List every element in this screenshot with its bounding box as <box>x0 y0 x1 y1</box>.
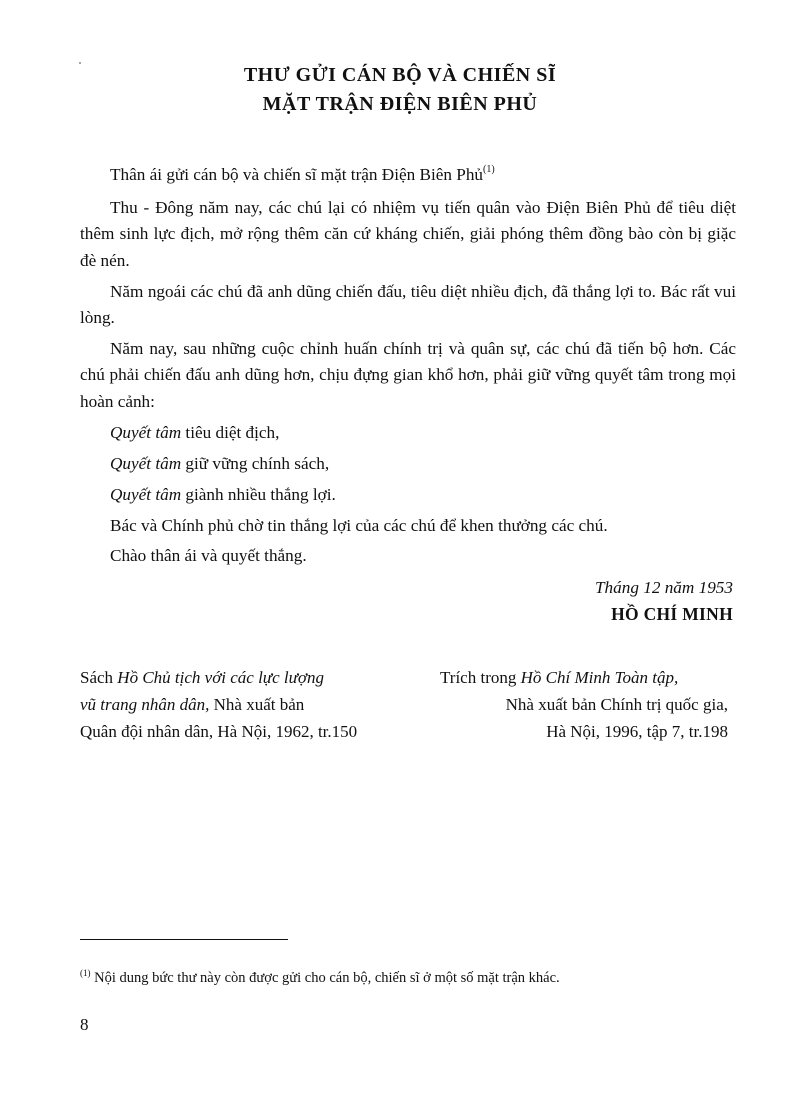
salutation <box>80 162 736 188</box>
footnote-reference: (1) <box>483 164 495 175</box>
resolve-emphasis: Quyết tâm <box>110 422 182 442</box>
resolve-line-3 <box>80 482 736 508</box>
source-citation-left <box>80 664 440 745</box>
letter-title-line-1: THƯ GỬI CÁN BỘ VÀ CHIẾN SĨ <box>243 64 557 86</box>
paragraph-1: Thu - Đông năm nay, các chú lại có nhiệm vụ tiến quân vào Điện Biên Phủ để tiêu diệt thêm sinh lực địch, mở rộng thêm căn cứ kháng chiến, giải phóng thêm đồng bào còn bị giặc đè nén. <box>80 198 736 270</box>
footnote <box>80 970 560 987</box>
footnote-mark: (1) <box>80 968 91 978</box>
source-left-line-2 <box>80 691 440 718</box>
letter-title-line-2: MẶT TRẬN ĐIỆN BIÊN PHỦ <box>262 93 538 115</box>
source-left-publisher: Nhà xuất bản <box>209 695 305 714</box>
paragraph-4: Bác và Chính phủ chờ tin thắng lợi của các chú để khen thưởng các chú. <box>110 516 608 536</box>
signature-name: HỒ CHÍ MINH <box>611 604 733 624</box>
resolve-emphasis: Quyết tâm <box>110 454 182 474</box>
source-citation-right <box>408 664 728 745</box>
source-left-book-title-cont: vũ trang nhân dân, <box>80 695 210 714</box>
resolve-emphasis: Quyết tâm <box>110 485 182 505</box>
resolve-text: giữ vững chính sách, <box>181 454 330 474</box>
resolve-text: tiêu diệt địch, <box>181 422 280 442</box>
source-right-line-1 <box>408 664 728 691</box>
letter-date: Tháng 12 năm 1953 <box>595 578 733 597</box>
footnote-divider <box>80 939 288 940</box>
source-left-prefix: Sách <box>80 668 118 687</box>
footnote-text: Nội dung bức thư này còn được gửi cho cán bộ, chiến sĩ ở một số mặt trận khác. <box>90 970 560 986</box>
source-left-line-3: Quân đội nhân dân, Hà Nội, 1962, tr.150 <box>80 722 358 741</box>
page-number: 8 <box>80 1015 89 1034</box>
closing-line: Chào thân ái và quyết thắng. <box>110 546 307 565</box>
source-right-prefix: Trích trong <box>440 668 521 687</box>
source-right-line-2: Nhà xuất bản Chính trị quốc gia, <box>505 695 728 714</box>
letter-body <box>80 162 736 545</box>
source-right-book-title: Hồ Chí Minh Toàn tập, <box>520 668 679 687</box>
source-right-line-3: Hà Nội, 1996, tập 7, tr.198 <box>546 722 728 741</box>
paragraph-2: Năm ngoái các chú đã anh dũng chiến đấu, tiêu diệt nhiều địch, đã thắng lợi to. Bác rất vui lòng. <box>80 281 736 328</box>
paragraph-3: Năm nay, sau những cuộc chỉnh huấn chính trị và quân sự, các chú đã tiến bộ hơn. Các chú phải chiến đấu anh dũng hơn, chịu đựng gian khổ hơn, phải giữ vững quyết tâm trong mọi hoàn cảnh: <box>80 339 736 411</box>
resolve-text: giành nhiều thắng lợi. <box>181 485 336 505</box>
salutation-text: Thân ái gửi cán bộ và chiến sĩ mặt trận Điện Biên Phủ <box>110 165 484 184</box>
source-left-book-title: Hồ Chủ tịch với các lực lượng <box>117 668 324 687</box>
resolve-line-1 <box>80 420 736 446</box>
resolve-line-2 <box>80 451 736 477</box>
source-left-line-1 <box>80 664 440 691</box>
